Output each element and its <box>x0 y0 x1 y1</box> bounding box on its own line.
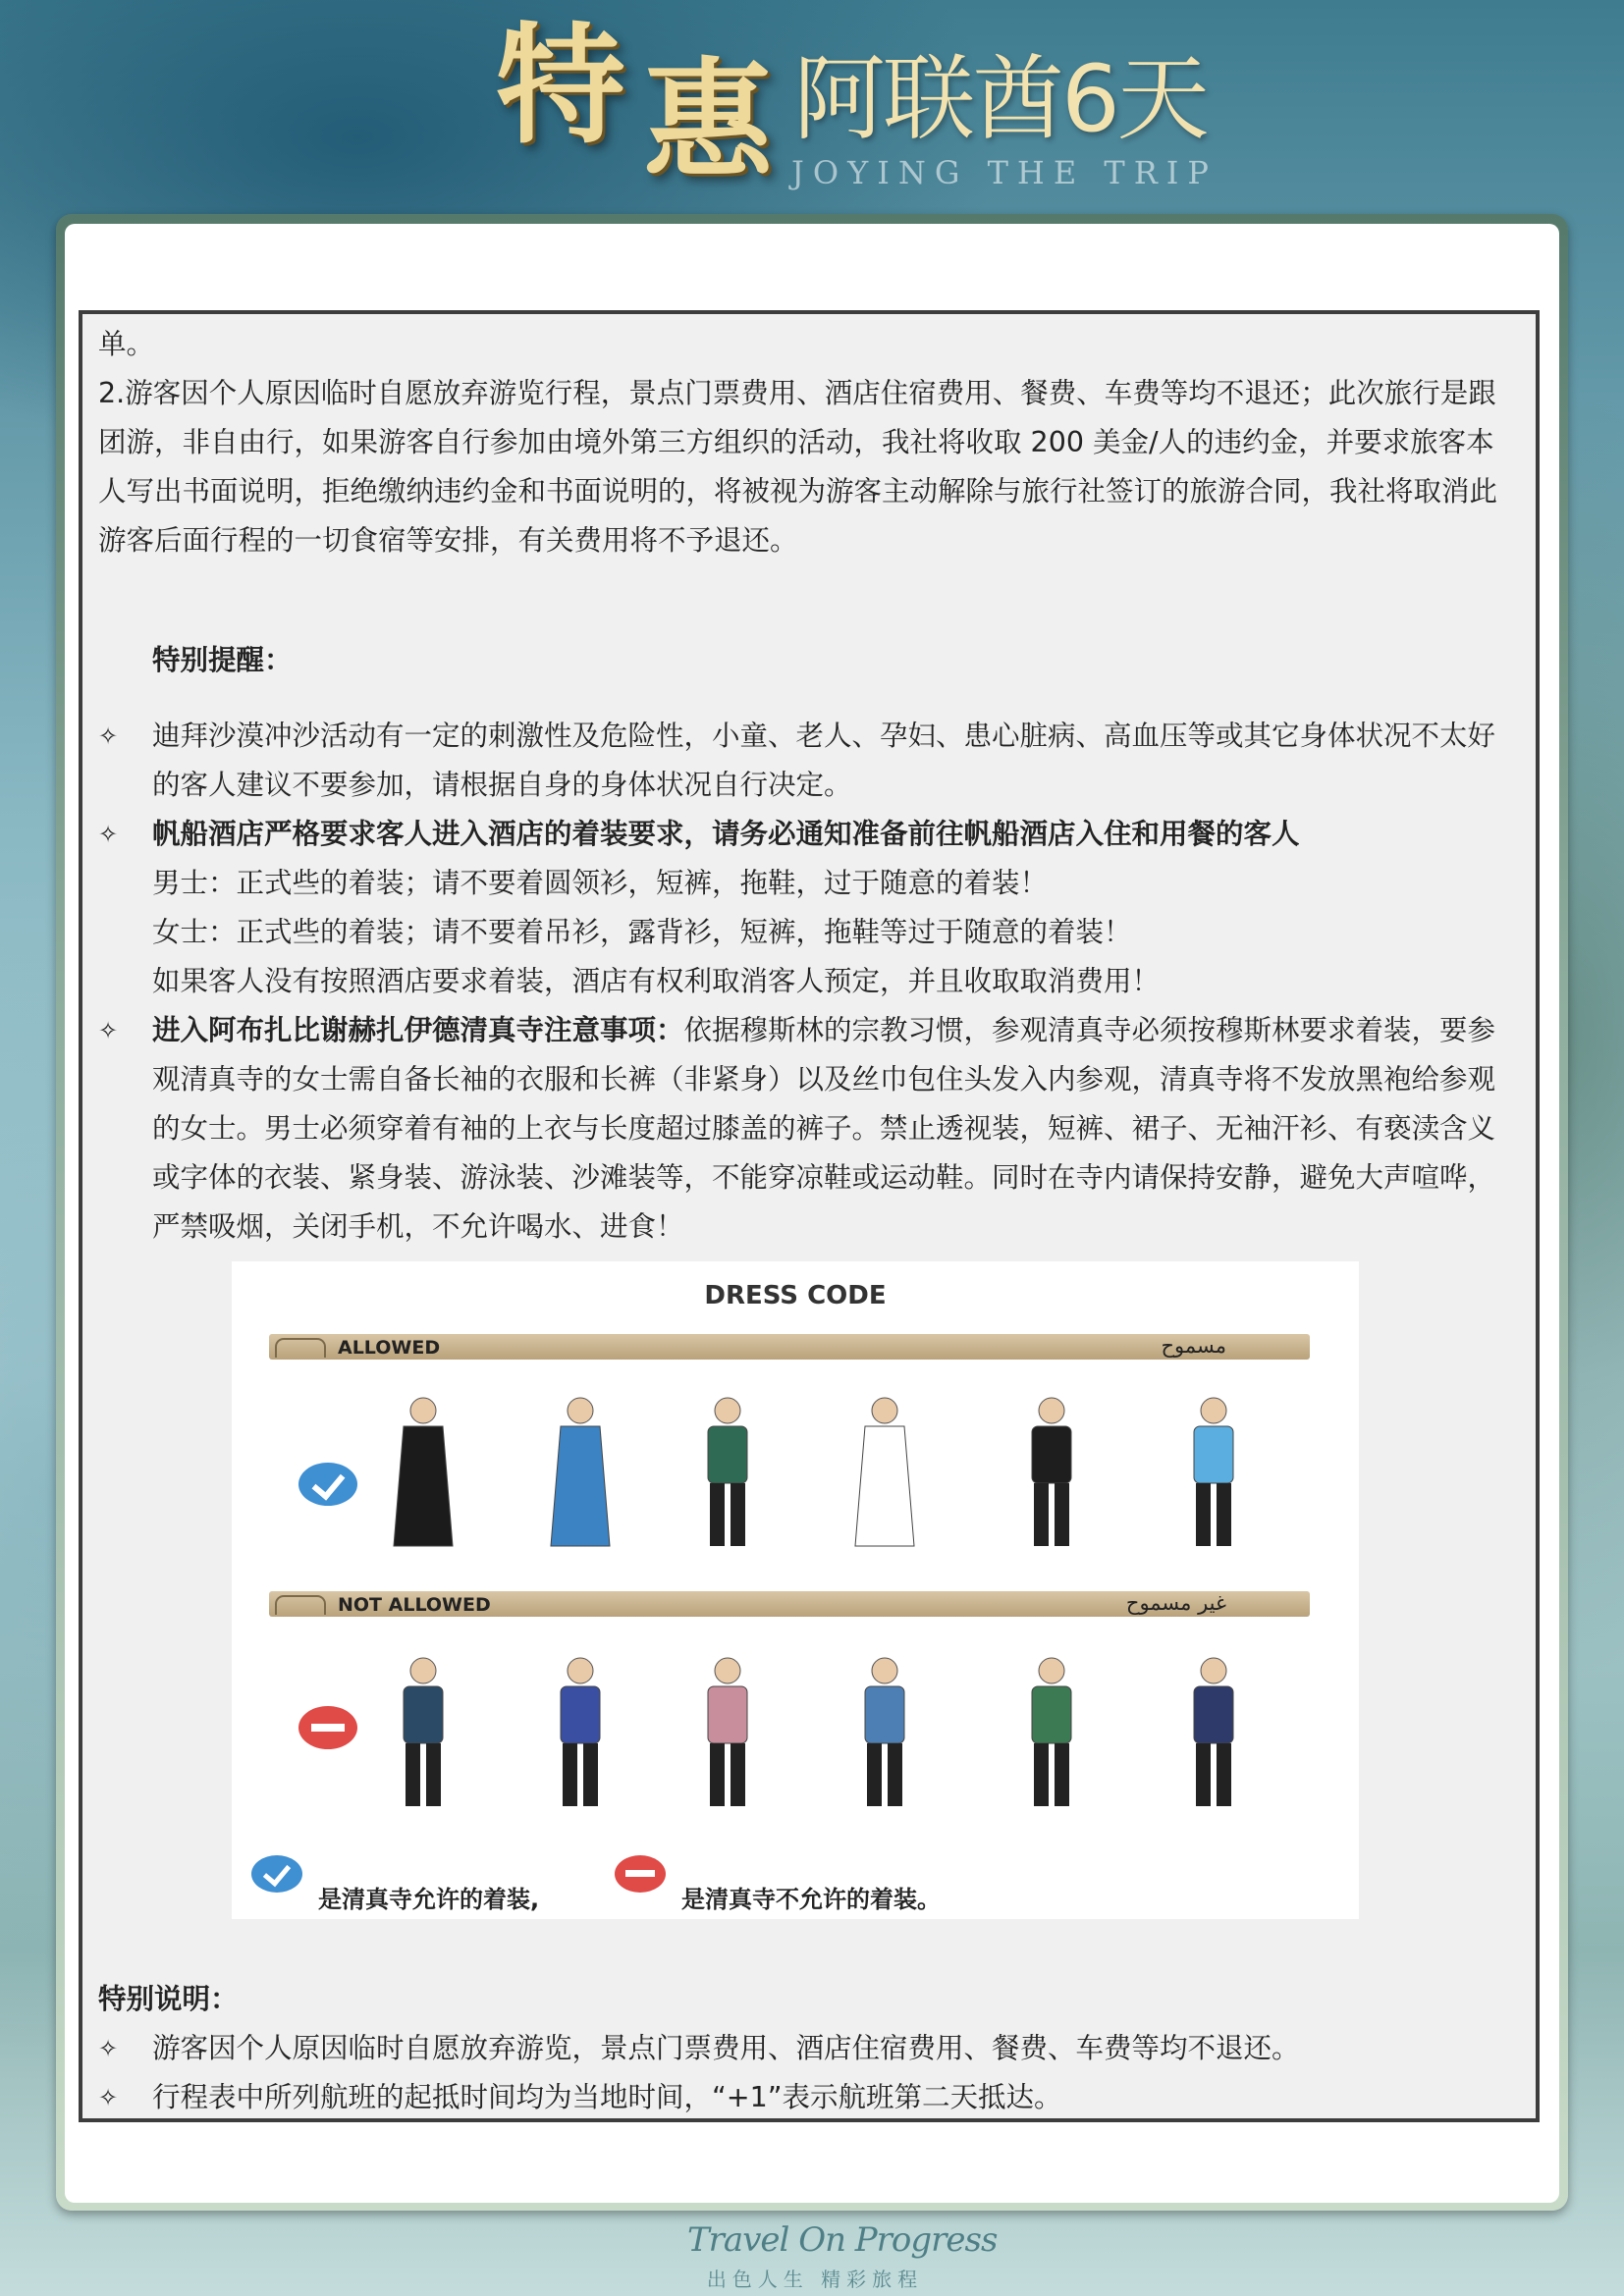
footer-brand: Travel On Progress <box>687 2220 998 2260</box>
ornament-icon <box>275 1338 326 1358</box>
desert-line-2: 的客人建议不要参加，请根据自身的身体状况自行决定。 <box>152 769 852 801</box>
header-char-hui: 惠 <box>643 45 773 197</box>
bullet-icon: ✧ <box>98 821 119 848</box>
hotel-women: 女士：正式些的着装；请不要着吊衫，露背衫，短裤，拖鞋等过于随意的着装！ <box>152 916 1132 948</box>
legend-allowed-caption: 是清真寺允许的着装, <box>318 1886 540 1913</box>
allowed-figure-3 <box>708 1398 747 1546</box>
terms-p2-line-2: 团游，非自由行，如果游客自行参加由境外第三方组织的活动，我社将收取 200 美金/人的违约金，并要求旅客本 <box>98 426 1494 458</box>
dress-code-figure <box>232 1261 1359 1919</box>
header-char-te: 特 <box>496 10 625 162</box>
allowed-label: ALLOWED <box>338 1337 441 1359</box>
not-allowed-figure-3 <box>708 1658 747 1806</box>
footer-slogan: 出色人生 精彩旅程 <box>706 2268 924 2291</box>
ornament-icon <box>275 1595 326 1615</box>
not-allowed-arabic-label: غير مسموح <box>1125 1591 1226 1615</box>
allowed-figure-4 <box>855 1398 914 1546</box>
allowed-figures <box>232 1389 1359 1566</box>
bullet-icon: ✧ <box>98 1017 119 1044</box>
bullet-icon: ✧ <box>98 722 119 750</box>
mosque-line-3: 的女士。男士必须穿着有袖的上衣与长度超过膝盖的裤子。禁止透视装，短裤、裙子、无袖汗衫、有亵渎含义 <box>152 1112 1496 1145</box>
reminder-heading: 特别提醒： <box>152 644 293 676</box>
not-allowed-figure-4 <box>865 1658 904 1806</box>
not-allowed-figure-5 <box>1032 1658 1071 1806</box>
not-allowed-label: NOT ALLOWED <box>338 1594 491 1616</box>
not-allowed-figures <box>232 1649 1359 1826</box>
allowed-figure-5 <box>1032 1398 1071 1546</box>
allowed-figure-2 <box>551 1398 610 1546</box>
bullet-icon: ✧ <box>98 2035 119 2062</box>
terms-p2-line-3: 人写出书面说明，拒绝缴纳违约金和书面说明的，将被视为游客主动解除与旅行社签订的旅游合同，我社将取消此 <box>98 475 1498 507</box>
not-allowed-band <box>269 1591 1310 1617</box>
mosque-heading: 进入阿布扎比谢赫扎伊德清真寺注意事项： <box>152 1014 684 1046</box>
allowed-arabic-label: مسموح <box>1161 1334 1226 1358</box>
notes-item-2: 行程表中所列航班的起抵时间均为当地时间，“+1”表示航班第二天抵达。 <box>152 2081 1062 2113</box>
mosque-line-4: 或字体的衣装、紧身装、游泳装、沙滩装等，不能穿凉鞋或运动鞋。同时在寺内请保持安静，避免大声喧哗， <box>152 1161 1496 1194</box>
mosque-line-1 <box>152 1006 1495 1055</box>
allowed-figure-6 <box>1194 1398 1233 1546</box>
header-title: 阿联酋6天 <box>793 46 1207 153</box>
hotel-heading: 帆船酒店严格要求客人进入酒店的着装要求，请务必通知准备前往帆船酒店入住和用餐的客人 <box>152 818 1300 850</box>
hotel-men: 男士：正式些的着装；请不要着圆领衫，短裤，拖鞋，过于随意的着装！ <box>152 867 1049 899</box>
mosque-first: 依据穆斯林的宗教习惯，参观清真寺必须按穆斯林要求着装，要参 <box>683 1014 1496 1046</box>
not-allowed-figure-6 <box>1194 1658 1233 1806</box>
page-header <box>0 0 1624 216</box>
header-subtitle: JOYING THE TRIP <box>791 154 1218 191</box>
legend-forbidden-icon <box>615 1855 666 1893</box>
not-allowed-figure-2 <box>561 1658 600 1806</box>
allowed-band <box>269 1334 1310 1360</box>
bullet-icon: ✧ <box>98 2084 119 2111</box>
hotel-note: 如果客人没有按照酒店要求着装，酒店有权利取消客人预定，并且收取取消费用！ <box>152 965 1161 997</box>
notes-item-1: 游客因个人原因临时自愿放弃游览，景点门票费用、酒店住宿费用、餐费、车费等均不退还。 <box>152 2032 1300 2064</box>
allowed-figure-1 <box>394 1398 453 1546</box>
dress-code-title: DRESS CODE <box>704 1281 887 1310</box>
terms-p2-line-1: 2.游客因个人原因临时自愿放弃游览行程，景点门票费用、酒店住宿费用、餐费、车费等均不退还；此次旅行是跟 <box>98 377 1496 409</box>
notes-heading: 特别说明： <box>98 1983 239 2015</box>
legend-check-icon <box>251 1855 302 1893</box>
terms-line-0: 单。 <box>98 328 155 360</box>
legend-not-allowed-caption: 是清真寺不允许的着装。 <box>681 1886 941 1913</box>
mosque-line-2: 观清真寺的女士需自备长袖的衣服和长裤（非紧身）以及丝巾包住头发入内参观，清真寺将不发放黑袍给参观 <box>152 1063 1496 1095</box>
terms-p2-line-4: 游客后面行程的一切食宿等安排，有关费用将不予退还。 <box>98 524 798 557</box>
mosque-line-5: 严禁吸烟，关闭手机，不允许喝水、进食！ <box>152 1210 684 1243</box>
desert-line-1: 迪拜沙漠冲沙活动有一定的刺激性及危险性，小童、老人、孕妇、患心脏病、高血压等或其它身体状况不太好 <box>152 720 1496 752</box>
not-allowed-figure-1 <box>404 1658 443 1806</box>
